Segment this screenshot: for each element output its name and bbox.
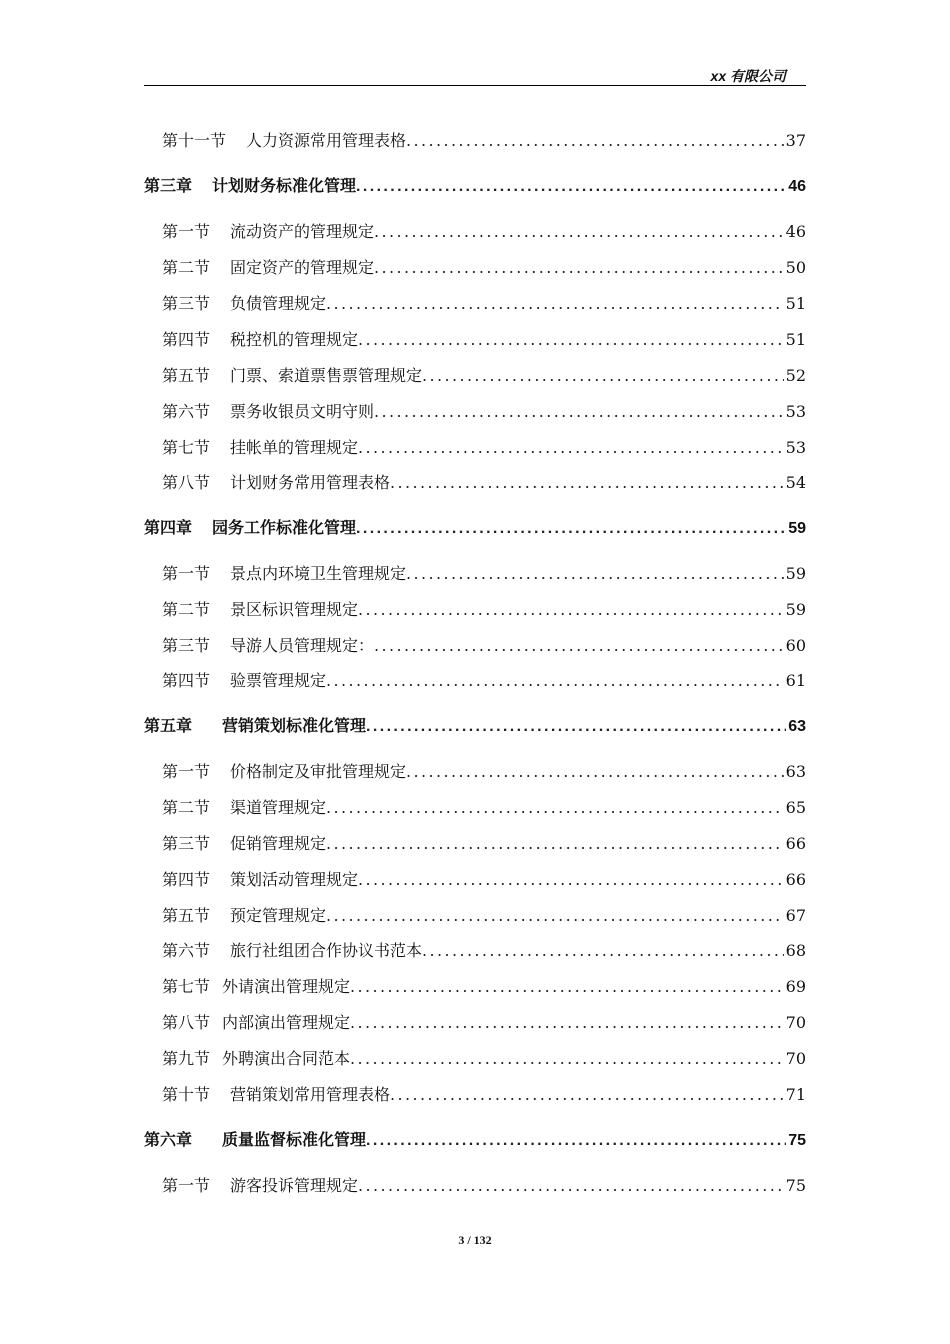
toc-dot-leader [356, 178, 786, 196]
toc-entry-label: 第十一节 [162, 131, 227, 150]
toc-dot-leader [350, 977, 784, 996]
toc-entry-label: 第八节 [162, 1013, 211, 1032]
toc-entry-label: 第四节 [162, 870, 211, 889]
toc-entry-label: 第一节 [162, 1176, 211, 1195]
toc-entry-label: 第三节 [162, 636, 211, 655]
toc-section-entry[interactable] [144, 597, 806, 620]
toc-entry-page-number: 68 [785, 941, 806, 960]
toc-section-entry[interactable] [144, 867, 806, 890]
toc-entry-title: 景点内环境卫生管理规定 [230, 564, 407, 583]
toc-entry-title: 游客投诉管理规定 [230, 1176, 359, 1195]
toc-section-entry[interactable] [144, 327, 806, 350]
toc-dot-leader [350, 1013, 784, 1032]
toc-entry-title: 预定管理规定 [230, 906, 327, 925]
toc-entry-label: 第四节 [162, 330, 211, 349]
toc-section-entry[interactable] [144, 938, 806, 961]
toc-entry-label: 第三节 [162, 294, 211, 313]
toc-entry-page-number: 70 [785, 1013, 806, 1032]
toc-dot-leader [326, 671, 784, 690]
toc-entry-label: 第四节 [162, 671, 211, 690]
toc-entry-page-number: 50 [785, 258, 806, 277]
toc-entry-label: 第八节 [162, 473, 211, 492]
toc-entry-page-number: 75 [785, 1176, 806, 1195]
toc-dot-leader [374, 258, 784, 277]
toc-entry-page-number: 66 [785, 834, 806, 853]
toc-entry-label: 第十节 [162, 1085, 211, 1104]
toc-entry-title: 景区标识管理规定 [230, 600, 359, 619]
toc-entry-page-number: 46 [788, 178, 806, 195]
toc-section-entry[interactable] [144, 759, 806, 782]
toc-section-entry[interactable] [144, 561, 806, 584]
toc-entry-label: 第六章 [144, 1132, 193, 1149]
toc-section-entry[interactable] [144, 903, 806, 926]
toc-entry-label: 第四章 [144, 520, 193, 537]
toc-entry-title: 计划财务常用管理表格 [230, 473, 391, 492]
toc-entry-title: 流动资产的管理规定 [230, 222, 375, 241]
toc-dot-leader [406, 131, 784, 150]
toc-section-entry[interactable] [144, 219, 806, 242]
toc-section-entry[interactable] [144, 1082, 806, 1105]
toc-entry-title: 人力资源常用管理表格 [246, 131, 407, 150]
toc-dot-leader [358, 438, 784, 457]
toc-entry-page-number: 59 [785, 600, 806, 619]
toc-entry-page-number: 70 [785, 1049, 806, 1068]
toc-section-entry[interactable] [144, 831, 806, 854]
toc-entry-label: 第三章 [144, 178, 193, 195]
toc-entry-title: 营销策划常用管理表格 [230, 1085, 391, 1104]
toc-section-entry[interactable] [144, 399, 806, 422]
toc-entry-page-number: 54 [785, 473, 806, 492]
toc-entry-page-number: 63 [788, 718, 806, 735]
toc-entry-page-number: 71 [785, 1085, 806, 1104]
toc-entry-label: 第三节 [162, 834, 211, 853]
toc-entry-label: 第一节 [162, 564, 211, 583]
toc-entry-title: 外请演出管理规定 [222, 977, 351, 996]
toc-dot-leader [326, 798, 784, 817]
toc-entry-title: 营销策划标准化管理 [222, 718, 367, 735]
toc-dot-leader [358, 330, 784, 349]
page-number: 3 / 132 [458, 1233, 492, 1247]
toc-entry-title: 渠道管理规定 [230, 798, 327, 817]
toc-entry-page-number: 67 [785, 906, 806, 925]
toc-section-entry[interactable] [144, 1010, 806, 1033]
toc-entry-label: 第一节 [162, 222, 211, 241]
toc-entry-page-number: 52 [785, 366, 806, 385]
toc-dot-leader [350, 1049, 784, 1068]
toc-entry-title: 价格制定及审批管理规定 [230, 762, 407, 781]
toc-section-entry[interactable] [144, 1173, 806, 1196]
toc-section-entry[interactable] [144, 435, 806, 458]
toc-entry-page-number: 66 [785, 870, 806, 889]
toc-dot-leader [326, 906, 784, 925]
toc-dot-leader [366, 1132, 786, 1150]
toc-section-entry[interactable] [144, 470, 806, 493]
toc-dot-leader [374, 402, 784, 421]
toc-section-entry[interactable] [144, 1046, 806, 1069]
toc-entry-title: 负债管理规定 [230, 294, 327, 313]
toc-entry-page-number: 63 [785, 762, 806, 781]
header-rule [144, 85, 806, 86]
toc-chapter-entry[interactable] [144, 173, 806, 196]
toc-section-entry[interactable] [144, 128, 806, 151]
toc-entry-label: 第六节 [162, 402, 211, 421]
toc-entry-page-number: 61 [785, 671, 806, 690]
toc-entry-page-number: 65 [785, 798, 806, 817]
toc-entry-label: 第七节 [162, 977, 211, 996]
toc-entry-page-number: 53 [785, 438, 806, 457]
toc-entry-label: 第二节 [162, 600, 211, 619]
toc-entry-title: 促销管理规定 [230, 834, 327, 853]
toc-section-entry[interactable] [144, 668, 806, 691]
toc-entry-label: 第二节 [162, 258, 211, 277]
toc-chapter-entry[interactable] [144, 515, 806, 538]
toc-dot-leader [358, 1176, 784, 1195]
toc-entry-title: 质量监督标准化管理 [222, 1132, 367, 1149]
toc-dot-leader [390, 1085, 784, 1104]
toc-entry-title: 园务工作标准化管理 [212, 520, 357, 537]
toc-entry-title: 验票管理规定 [230, 671, 327, 690]
toc-entry-page-number: 46 [785, 222, 806, 241]
toc-entry-label: 第七节 [162, 438, 211, 457]
toc-dot-leader [422, 941, 784, 960]
toc-entry-page-number: 60 [785, 636, 806, 655]
toc-entry-page-number: 51 [785, 294, 806, 313]
toc-entry-page-number: 53 [785, 402, 806, 421]
toc-entry-title: 导游人员管理规定： [230, 636, 375, 655]
toc-dot-leader [356, 520, 786, 538]
toc-dot-leader [326, 834, 784, 853]
toc-entry-label: 第九节 [162, 1049, 211, 1068]
toc-dot-leader [374, 222, 784, 241]
toc-section-entry[interactable] [144, 795, 806, 818]
toc-chapter-entry[interactable] [144, 1127, 806, 1150]
toc-entry-label: 第二节 [162, 798, 211, 817]
toc-section-entry[interactable] [144, 633, 806, 656]
toc-dot-leader [390, 473, 784, 492]
toc-entry-title: 旅行社组团合作协议书范本 [230, 941, 423, 960]
toc-dot-leader [358, 870, 784, 889]
toc-entry-title: 内部演出管理规定 [222, 1013, 351, 1032]
toc-entry-page-number: 59 [788, 520, 806, 537]
toc-section-entry[interactable] [144, 291, 806, 314]
toc-entry-label: 第五章 [144, 718, 193, 735]
toc-chapter-entry[interactable] [144, 713, 806, 736]
toc-entry-title: 外聘演出合同范本 [222, 1049, 351, 1068]
toc-section-entry[interactable] [144, 255, 806, 278]
toc-dot-leader [422, 366, 784, 385]
toc-entry-page-number: 51 [785, 330, 806, 349]
toc-entry-title: 门票、索道票售票管理规定 [230, 366, 423, 385]
toc-entry-title: 策划活动管理规定 [230, 870, 359, 889]
toc-entry-title: 票务收银员文明守则 [230, 402, 375, 421]
toc-dot-leader [326, 294, 784, 313]
header-company-name: xx 有限公司 [710, 68, 786, 84]
toc-entry-label: 第五节 [162, 906, 211, 925]
toc-entry-title: 挂帐单的管理规定 [230, 438, 359, 457]
toc-entry-label: 第六节 [162, 941, 211, 960]
toc-entry-label: 第一节 [162, 762, 211, 781]
toc-entry-page-number: 69 [785, 977, 806, 996]
toc-entry-page-number: 59 [785, 564, 806, 583]
toc-entry-page-number: 75 [788, 1132, 806, 1149]
toc-dot-leader [406, 762, 784, 781]
toc-dot-leader [358, 600, 784, 619]
toc-entry-page-number: 37 [785, 131, 806, 150]
toc-dot-leader [374, 636, 784, 655]
toc-dot-leader [366, 718, 786, 736]
toc-dot-leader [406, 564, 784, 583]
toc-entry-title: 固定资产的管理规定 [230, 258, 375, 277]
toc-section-entry[interactable] [144, 363, 806, 386]
toc-entry-title: 计划财务标准化管理 [212, 178, 357, 195]
toc-entry-title: 税控机的管理规定 [230, 330, 359, 349]
toc-section-entry[interactable] [144, 974, 806, 997]
toc-entry-label: 第五节 [162, 366, 211, 385]
